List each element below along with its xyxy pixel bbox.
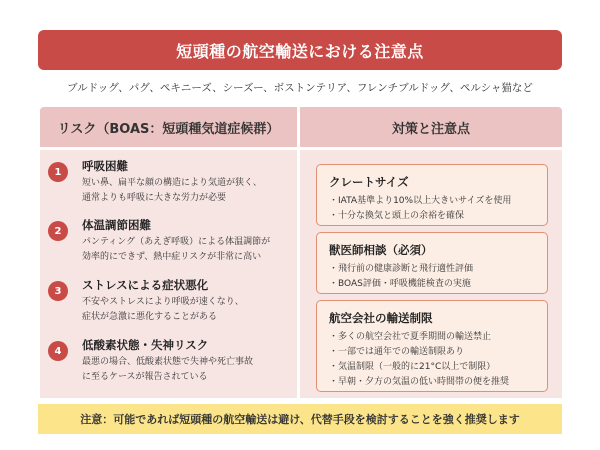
card-list xyxy=(329,262,473,292)
card-title: 航空会社の輸送制限 xyxy=(329,311,433,325)
number-badge: 2 xyxy=(48,221,68,241)
risk-description-line: 通常よりも呼吸に大きな労力が必要 xyxy=(82,193,227,203)
risk-title: 体温調節困難 xyxy=(82,218,151,232)
list-item: ・ 一部では通年での輸送制限あり xyxy=(329,345,509,360)
card-list xyxy=(329,194,511,224)
risk-title: ストレスによる症状悪化 xyxy=(82,278,209,292)
risk-description xyxy=(82,355,306,385)
number-badge: 1 xyxy=(48,162,68,182)
risk-description-line: 効率的にできず、熱中症リスクが非常に高い xyxy=(82,252,262,262)
risk-panel xyxy=(40,150,297,398)
card-title: 獣医師相談（必須） xyxy=(329,243,433,257)
risk-description-line: 症状が急激に悪化することがある xyxy=(82,312,218,322)
warning-footer: 注意：可能であれば短頭種の航空輸送は避け、代替手段を検討することを強く推奨します xyxy=(38,404,562,434)
page-title: 短頭種の航空輸送における注意点 xyxy=(176,41,424,61)
risk-description xyxy=(82,176,306,206)
crate-size-card xyxy=(316,164,548,226)
risk-description-line: パンティング（あえぎ呼吸）による体温調節が xyxy=(82,237,271,247)
risk-description-line: に至るケースが報告されている xyxy=(82,372,208,382)
risk-description xyxy=(82,295,306,325)
list-item: ・ 多くの航空会社で夏季期間の輸送禁止 xyxy=(329,330,509,345)
risk-description-line: 不安やストレスにより呼吸が速くなり、 xyxy=(82,297,244,307)
list-item: ・ IATA基準より10%以上大きいサイズを使用 xyxy=(329,194,511,209)
number-badge: 4 xyxy=(48,341,68,361)
measures-panel xyxy=(300,150,562,398)
card-list xyxy=(329,330,509,390)
list-item: ・ 飛行前の健康診断と飛行適性評価 xyxy=(329,262,473,277)
list-item: ・ 十分な換気と頭上の余裕を確保 xyxy=(329,209,511,224)
risk-description xyxy=(82,235,306,265)
risk-description-line: 短い鼻、扁平な顔の構造により気道が狭く、 xyxy=(82,178,262,188)
list-item: ・ 早朝・夕方の気温の低い時間帯の便を推奨 xyxy=(329,375,509,390)
list-item: ・ 気温制限（一般的に21°C以上で制限） xyxy=(329,360,509,375)
airline-restriction-card xyxy=(316,300,548,392)
risk-title: 低酸素状態・失神リスク xyxy=(82,338,209,352)
risk-title: 呼吸困難 xyxy=(82,159,128,173)
card-title: クレートサイズ xyxy=(329,175,409,189)
vet-consult-card xyxy=(316,232,548,294)
breed-list: ブルドッグ、パグ、ペキニーズ、シーズー、ボストンテリア、フレンチブルドッグ、ペルシャ猫など xyxy=(67,82,533,94)
measures-column-header: 対策と注意点 xyxy=(300,107,562,147)
title-banner xyxy=(38,30,562,70)
risk-column-header: リスク（BOAS：短頭種気道症候群） xyxy=(40,107,297,147)
number-badge: 3 xyxy=(48,281,68,301)
risk-description-line: 最悪の場合、低酸素状態で失神や死亡事故 xyxy=(82,357,254,367)
list-item: ・ BOAS評価・呼吸機能検査の実施 xyxy=(329,277,473,292)
